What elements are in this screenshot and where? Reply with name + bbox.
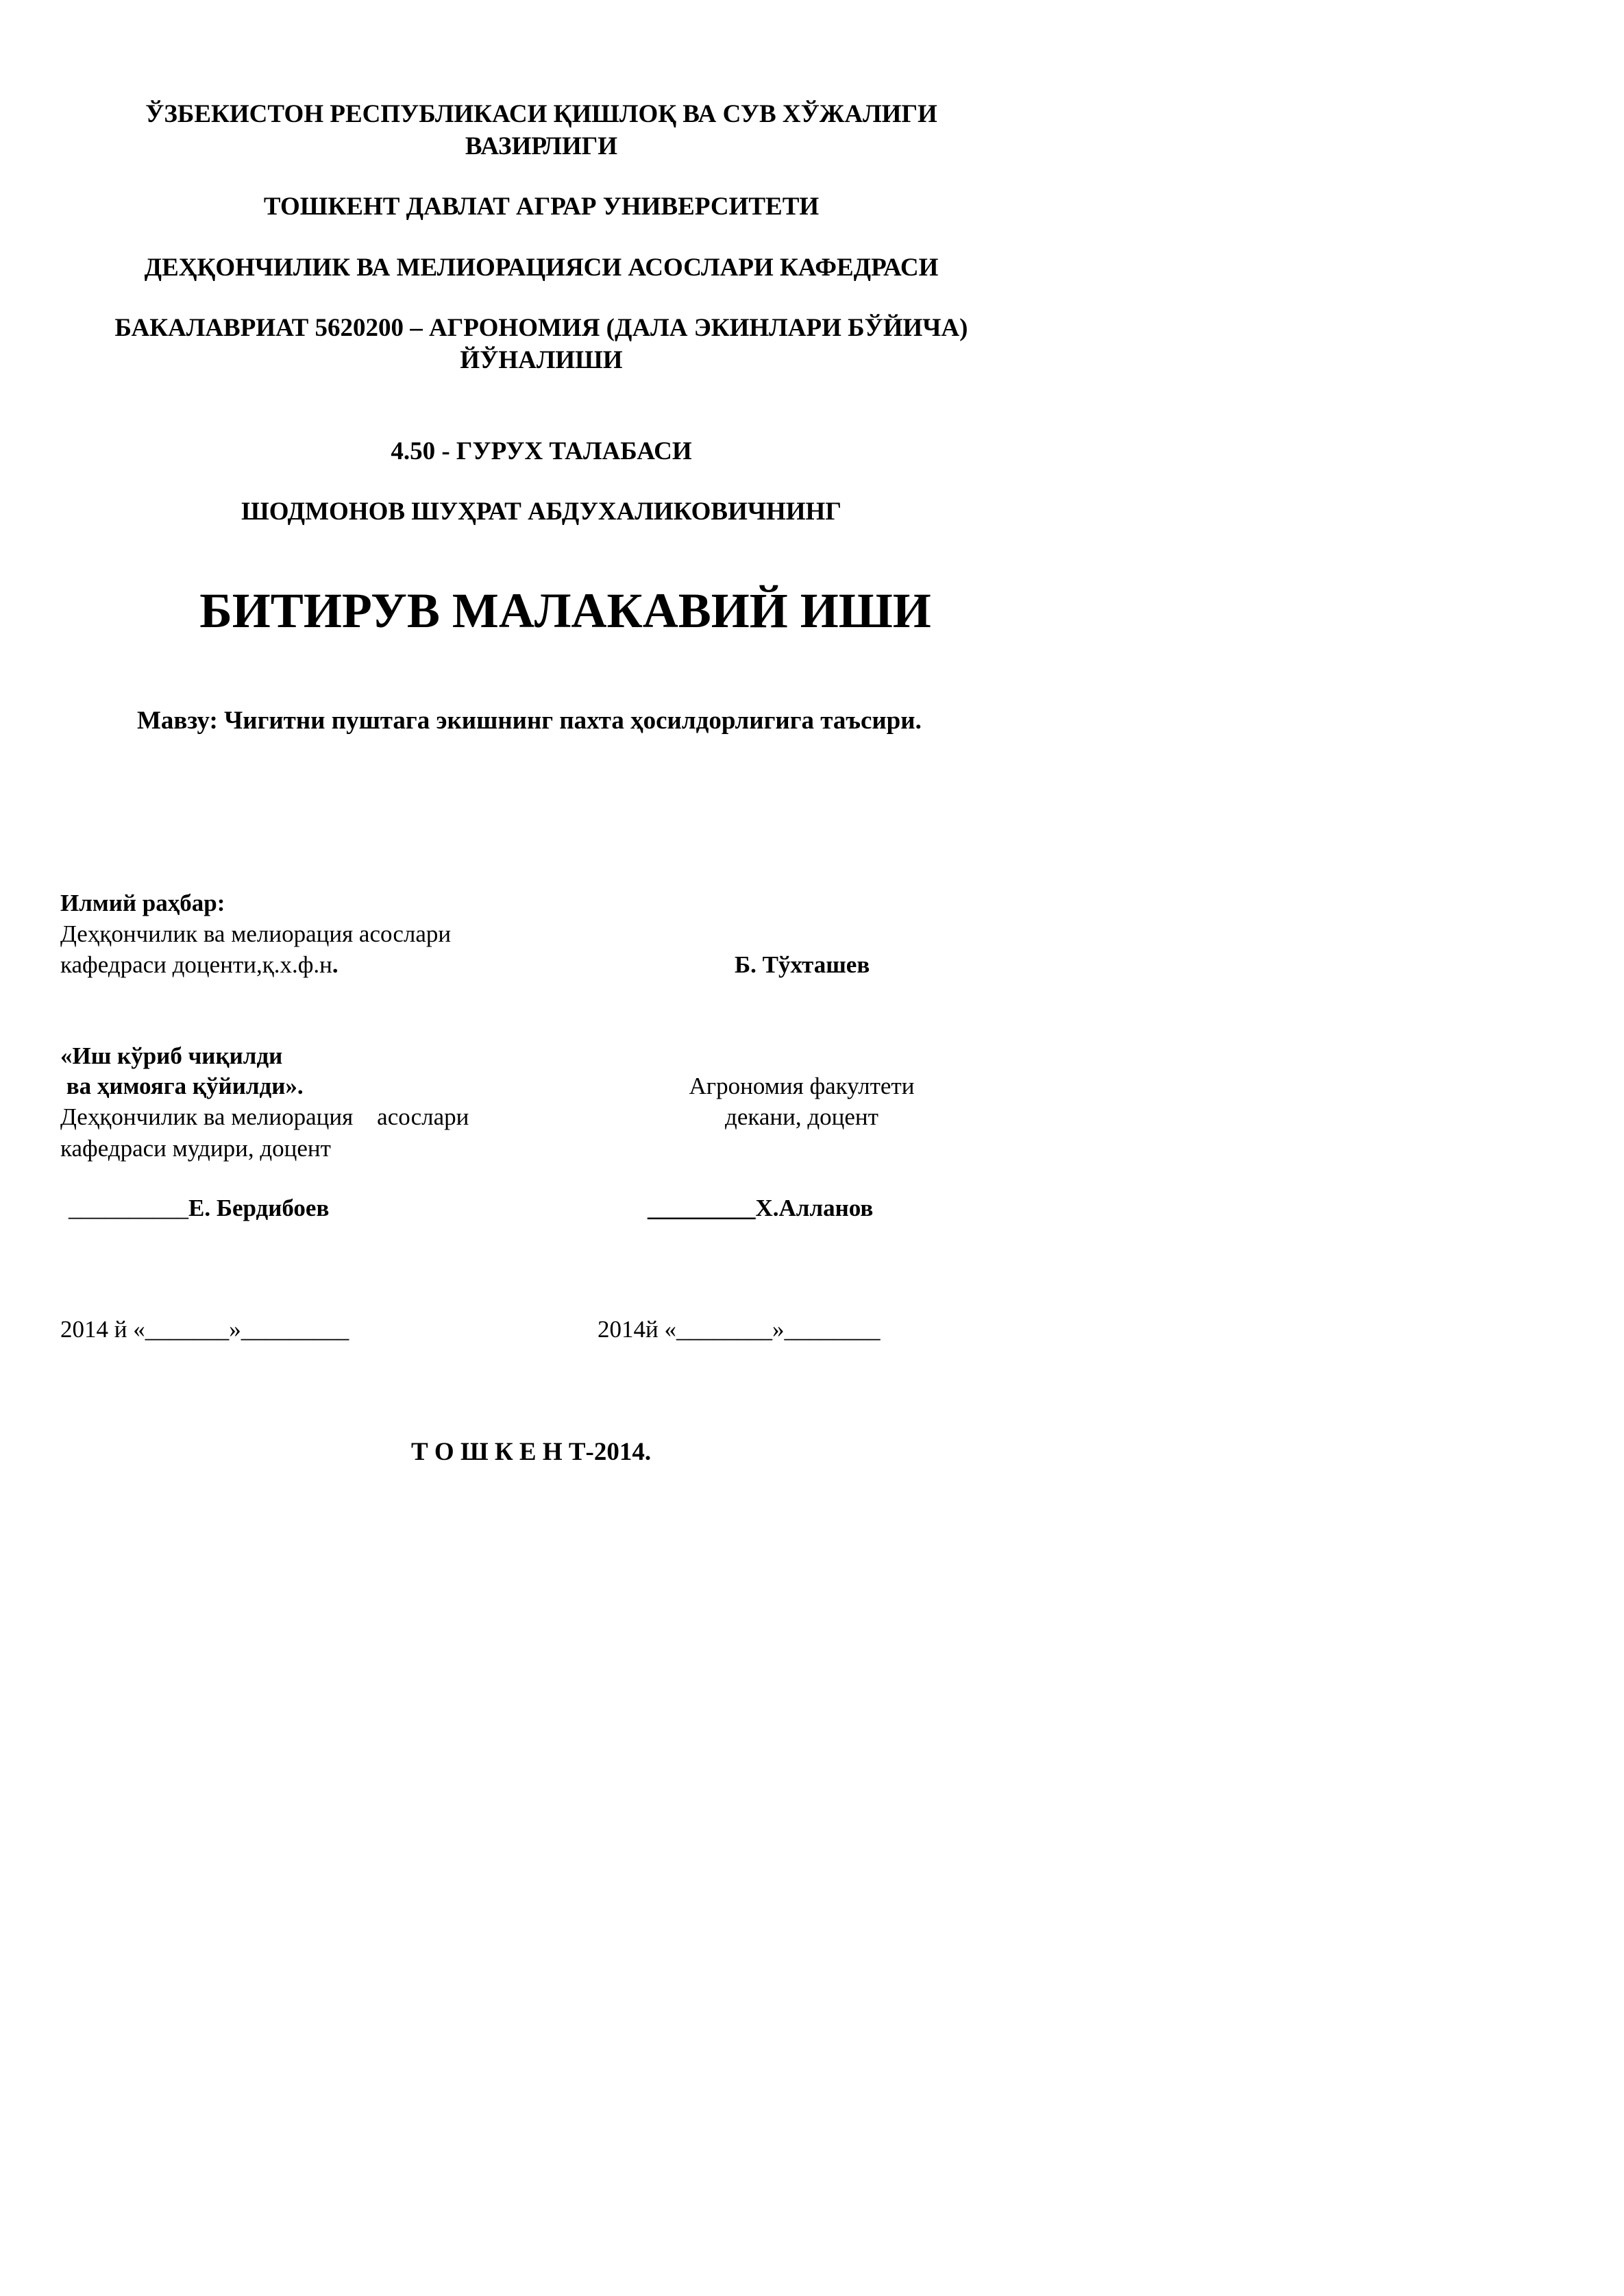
- student-group: 4.50 - ГУРУХ ТАЛАБАСИ: [391, 437, 692, 465]
- supervisor-position-dot: .: [332, 951, 339, 978]
- dean-name: Х.Алланов: [755, 1195, 874, 1221]
- signature-line-left: __________: [69, 1195, 188, 1221]
- ministry-line-2: ВАЗИРЛИГИ: [465, 132, 618, 160]
- department-name: ДЕҲҚОНЧИЛИК ВА МЕЛИОРАЦИЯСИ АСОСЛАРИ КАФЕДРАСИ: [144, 254, 939, 282]
- approval-left-line-4: кафедраси мудири, доцент: [60, 1135, 331, 1162]
- supervisor-position-text: кафедраси доценти,қ.х.ф.н: [60, 951, 332, 978]
- topic-label: Мавзу:: [137, 707, 218, 735]
- approval-left-line-3: Деҳқончилик ва мелиорация асослари: [60, 1103, 469, 1130]
- approval-right-line-1: Агрономия факултети: [689, 1073, 915, 1099]
- date-left: 2014 й «_______»_________: [60, 1316, 349, 1343]
- approval-left-line-1: «Иш кўриб чиқилди: [60, 1042, 283, 1069]
- date-right: 2014й «________»________: [598, 1316, 881, 1343]
- approval-right-line-2: декани, доцент: [725, 1103, 878, 1130]
- signature-left: [69, 1196, 329, 1220]
- university-name: ТОШКЕНТ ДАВЛАТ АГРАР УНИВЕРСИТЕТИ: [263, 193, 820, 221]
- city-year: Т О Ш К Е Н Т-2014.: [411, 1438, 652, 1466]
- supervisor-position-line-1: Деҳқончилик ва мелиорация асослари: [60, 920, 452, 947]
- program-line-2: ЙЎНАЛИШИ: [460, 346, 623, 374]
- supervisor-position-line-2: [60, 953, 339, 977]
- topic-text: Чигитни пуштага экишнинг пахта ҳосилдорлигига таъсири.: [217, 707, 922, 735]
- approval-left-line-2: ва ҳимояга қўйилди».: [60, 1073, 304, 1099]
- program-line-1: БАКАЛАВРИАТ 5620200 – АГРОНОМИЯ (ДАЛА ЭКИНЛАРИ БЎЙИЧА): [114, 314, 968, 342]
- ministry-line-1: ЎЗБЕКИСТОН РЕСПУБЛИКАСИ ҚИШЛОҚ ВА СУВ ХЎЖАЛИГИ: [145, 100, 937, 128]
- head-of-department-name: Е. Бердибоев: [188, 1195, 330, 1221]
- document-title: БИТИРУВ МАЛАКАВИЙ ИШИ: [199, 583, 931, 638]
- student-name: ШОДМОНОВ ШУҲРАТ АБДУХАЛИКОВИЧНИНГ: [241, 498, 841, 526]
- topic: [137, 708, 922, 733]
- signature-line-right: _________: [648, 1195, 756, 1221]
- supervisor-name: Б. Тўхташев: [735, 951, 870, 978]
- signature-right: [648, 1196, 873, 1220]
- supervisor-heading: Илмий раҳбар:: [60, 890, 225, 916]
